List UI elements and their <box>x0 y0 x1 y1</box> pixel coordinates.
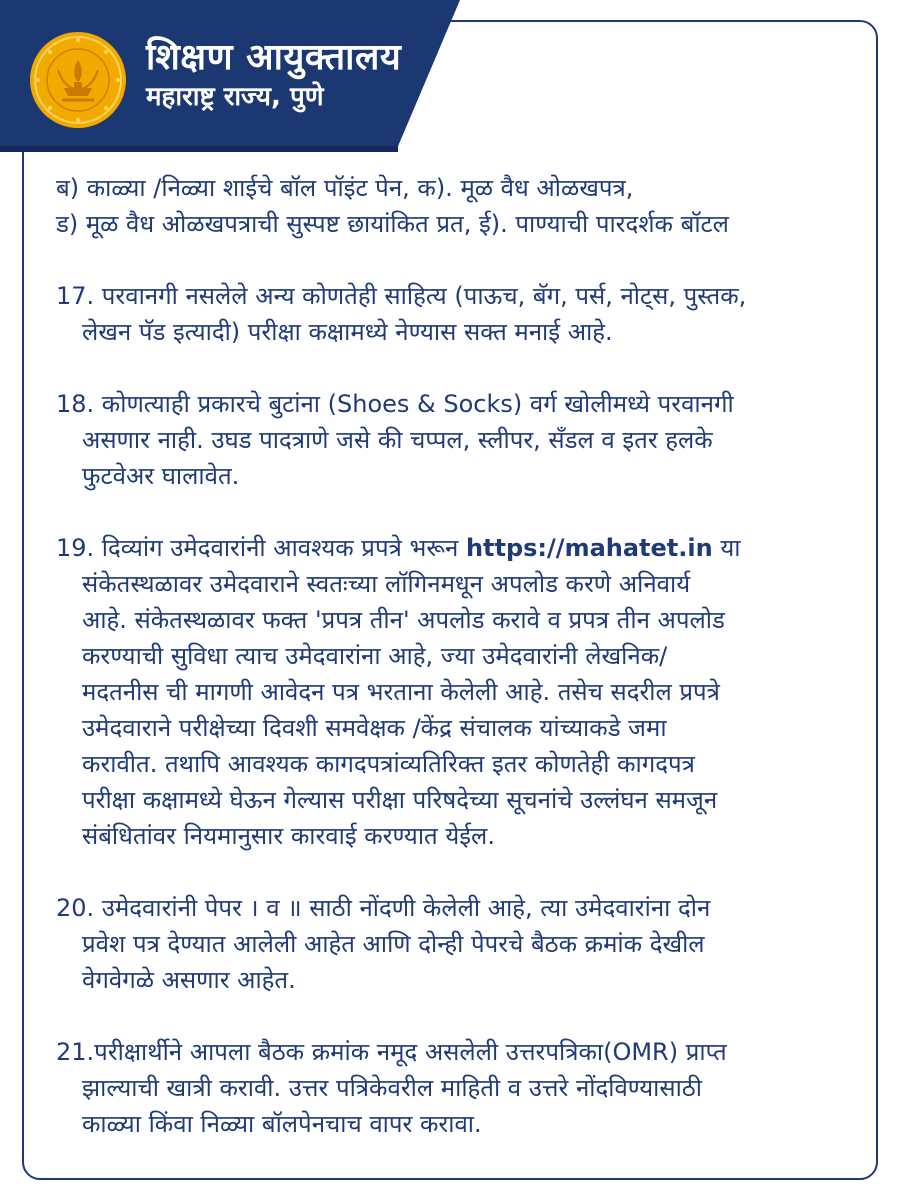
office-title: शिक्षण आयुक्तालय <box>146 37 402 78</box>
text-line: परीक्षा कक्षामध्ये घेऊन गेल्यास परीक्षा परिषदेच्या सूचनांचे उल्लंघन समजून <box>82 786 718 814</box>
text-line: फुटवेअर घालावेत. <box>82 462 240 490</box>
mahatet-link[interactable]: https://mahatet.in <box>465 534 713 562</box>
text-line: करावीत. तथापि आवश्यक कागदपत्रांव्यतिरिक्त इतर कोणतेही कागदपत्र <box>82 750 695 778</box>
text-line: करण्याची सुविधा त्याच उमेदवारांना आहे, ज्या उमेदवारांनी लेखनिक/ <box>82 642 668 670</box>
text-segment: 19. दिव्यांग उमेदवारांनी आवश्यक प्रपत्रे भरून <box>56 534 466 562</box>
text-line: आहे. संकेतस्थळावर फक्त 'प्रपत्र तीन' अपलोड करावे व प्रपत्र तीन अपलोड <box>82 606 725 634</box>
text-line: असणार नाही. उघड पादत्राणे जसे की चप्पल, स्लीपर, सँडल व इतर हलके <box>82 426 713 454</box>
text-line: मदतनीस ची मागणी आवेदन पत्र भरताना केलेली आहे. तसेच सदरील प्रपत्रे <box>82 678 720 706</box>
text-line: उमेदवाराने परीक्षेच्या दिवशी समवेक्षक /केंद्र संचालक यांच्याकडे जमा <box>82 714 667 742</box>
text-line: 20. उमेदवारांनी पेपर । व ॥ साठी नोंदणी केलेली आहे, त्या उमेदवारांना दोन <box>56 894 711 922</box>
instruction-item-21 <box>56 1034 856 1142</box>
instruction-item-20 <box>56 890 856 998</box>
text-line: 18. कोणत्याही प्रकारचे बुटांना (Shoes & Socks) वर्ग खोलीमध्ये परवानगी <box>56 390 734 418</box>
maharashtra-government-seal-icon <box>28 30 128 130</box>
text-line: 21.परीक्षार्थीने आपला बैठक क्रमांक नमूद असलेली उत्तरपत्रिका(OMR) प्राप्त <box>56 1038 727 1066</box>
header-title-block <box>146 36 401 114</box>
text-segment: या <box>712 534 741 562</box>
text-line: प्रवेश पत्र देण्यात आलेली आहेत आणि दोन्ही पेपरचे बैठक क्रमांक देखील <box>82 930 705 958</box>
text-line: ब) काळ्या /निळ्या शाईचे बॉल पॉइंट पेन, क). मूळ वैध ओळखपत्र, <box>56 174 634 202</box>
text-line: ड) मूळ वैध ओळखपत्राची सुस्पष्ट छायांकित प्रत, ई). पाण्याची पारदर्शक बॉटल <box>56 210 729 238</box>
header-underline <box>0 146 398 152</box>
text-line: झाल्याची खात्री करावी. उत्तर पत्रिकेवरील माहिती व उत्तरे नोंदविण्यासाठी <box>82 1074 702 1102</box>
text-line: वेगवेगळे असणार आहेत. <box>82 966 296 994</box>
office-subtitle: महाराष्ट्र राज्य, पुणे <box>146 82 324 112</box>
instruction-item-17 <box>56 278 856 350</box>
text-line: संकेतस्थळावर उमेदवाराने स्वतःच्या लॉगिनमधून अपलोड करणे अनिवार्य <box>82 570 691 598</box>
instruction-item-19 <box>56 530 856 854</box>
text-line <box>56 530 856 566</box>
text-line: काळ्या किंवा निळ्या बॉलपेनचाच वापर करावा. <box>82 1110 482 1138</box>
instruction-item-18 <box>56 386 856 494</box>
intro-paragraph <box>56 170 856 242</box>
text-line: 17. परवानगी नसलेले अन्य कोणतेही साहित्य (पाऊच, बॅग, पर्स, नोट्स, पुस्तक, <box>56 282 747 310</box>
text-line: संबंधितांवर नियमानुसार कारवाई करण्यात येईल. <box>82 822 495 850</box>
text-line: लेखन पॅड इत्यादी) परीक्षा कक्षामध्ये नेण्यास सक्त मनाई आहे. <box>82 318 613 346</box>
instructions-body <box>56 170 856 1178</box>
